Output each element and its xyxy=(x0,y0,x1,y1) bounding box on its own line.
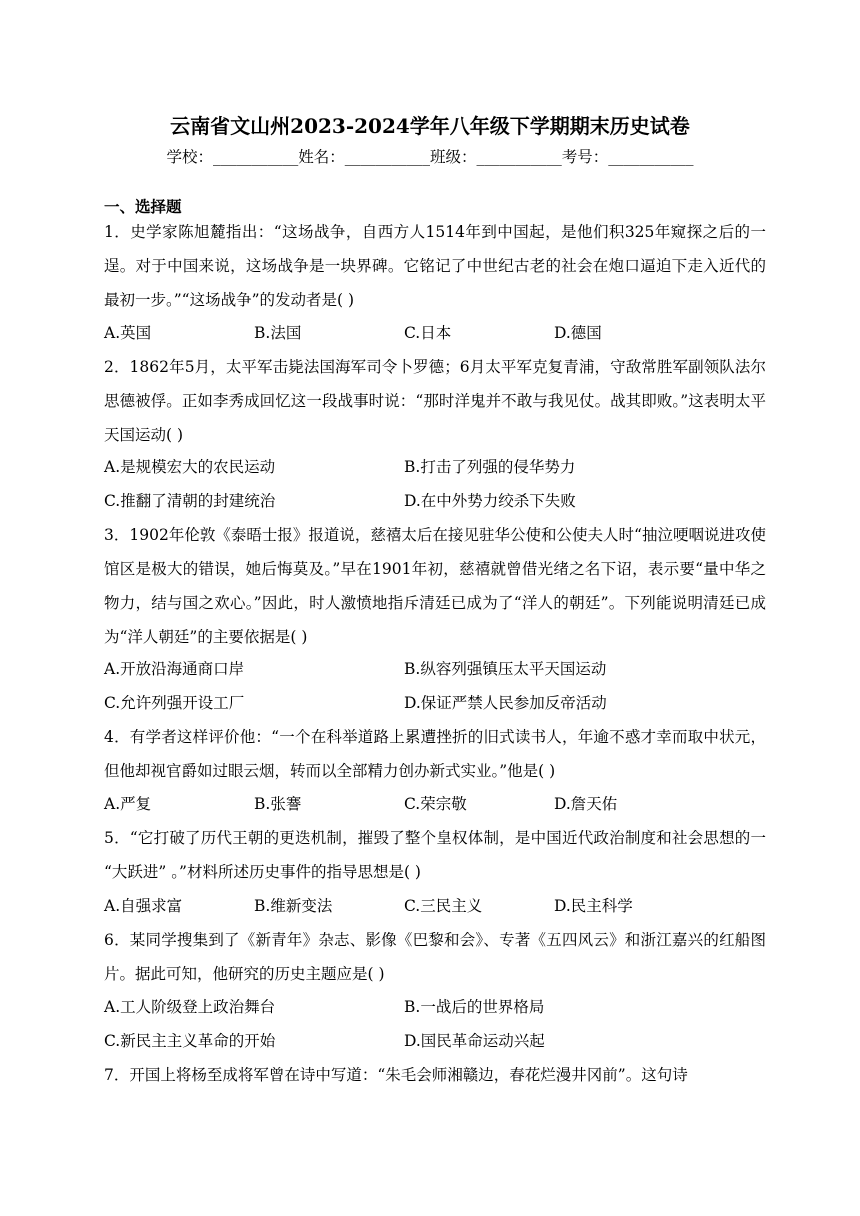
question-5-option-b: B.维新变法 xyxy=(254,897,333,915)
question-1-option-b: B.法国 xyxy=(254,324,302,342)
question-7-stem: 7．开国上将杨至成将军曾在诗中写道：“朱毛会师湘赣边，春花烂漫井冈前”。这句诗 xyxy=(104,1066,688,1084)
question-6-option-c: C.新民主主义革命的开始 xyxy=(104,1032,276,1050)
question-5-stem: 5．“它打破了历代王朝的更迭机制，摧毁了整个皇权体制，是中国近代政治制度和社会思想的一 “大跃进” 。”材料所述历史事件的指导思想是( ) xyxy=(104,829,766,881)
question-2-stem: 2．1862年5月，太平军击毙法国海军司令卜罗德；6月太平军克复青浦，守敌常胜军副领队法尔思德被俘。正如李秀成回忆这一段战事时说：“那时洋鬼并不敢与我见仗。战其即败。”这表明太平天国运动( ) xyxy=(104,358,766,444)
question-5-option-c: C.三民主义 xyxy=(404,897,483,915)
question-3-option-a: A.开放沿海通商口岸 xyxy=(104,660,245,678)
question-3-options-row-2 xyxy=(104,691,766,715)
question-4-option-b: B.张謇 xyxy=(254,795,302,813)
student-info-line: 学校：___________姓名：___________班级：___________考号：___________ xyxy=(166,148,694,166)
question-6-option-a: A.工人阶级登上政治舞台 xyxy=(104,998,276,1016)
question-5-options xyxy=(104,894,766,918)
question-6-options-row-2 xyxy=(104,1029,766,1053)
question-4-option-c: C.荣宗敬 xyxy=(404,795,467,813)
question-3-stem: 3．1902年伦敦《泰晤士报》报道说，慈禧太后在接见驻华公使和公使夫人时“抽泣哽咽说进攻使馆区是极大的错误，她后悔莫及。”早在1901年初，慈禧就曾借光绪之名下诏，表示要“量中华之物力，结与国之欢心。”因此，时人激愤地指斥清廷已成为了“洋人的朝廷”。下列能说明清廷已成为“洋人朝廷”的主要依据是( ) xyxy=(104,526,766,646)
question-2-option-a: A.是规模宏大的农民运动 xyxy=(104,458,276,476)
question-2-option-c: C.推翻了清朝的封建统治 xyxy=(104,492,276,510)
question-2-option-b: B.打击了列强的侵华势力 xyxy=(404,458,576,476)
question-6-option-d: D.国民革命运动兴起 xyxy=(404,1032,545,1050)
question-2-options-row-2 xyxy=(104,489,766,513)
question-3-option-b: B.纵容列强镇压太平天国运动 xyxy=(404,660,607,678)
question-1-option-d: D.德国 xyxy=(554,324,602,342)
question-6-stem: 6．某同学搜集到了《新青年》杂志、影像《巴黎和会》、专著《五四风云》和浙江嘉兴的红船图片。据此可知，他研究的历史主题应是( ) xyxy=(104,931,766,983)
question-4-options xyxy=(104,792,766,816)
question-5-option-d: D.民主科学 xyxy=(554,897,633,915)
question-6-option-b: B.一战后的世界格局 xyxy=(404,998,545,1016)
section-heading: 一、选择题 xyxy=(104,197,182,216)
question-3-option-d: D.保证严禁人民参加反帝活动 xyxy=(404,694,607,712)
question-2-options-row-1 xyxy=(104,455,766,479)
question-4-option-d: D.詹天佑 xyxy=(554,795,618,813)
question-4-option-a: A.严复 xyxy=(104,795,152,813)
question-1-stem: 1．史学家陈旭麓指出：“这场战争，自西方人1514年到中国起，是他们积325年窥探之后的一逞。对于中国来说，这场战争是一块界碑。它铭记了中世纪古老的社会在炮口逼迫下走入近代的最初一步。”“这场战争”的发动者是( ) xyxy=(104,223,766,309)
question-1-options xyxy=(104,321,766,345)
question-4-stem: 4．有学者这样评价他：“一个在科举道路上累遭挫折的旧式读书人，年逾不惑才幸而取中状元，但他却视官爵如过眼云烟，转而以全部精力创办新式实业。”他是( ) xyxy=(104,728,766,780)
exam-title: 云南省文山州2023-2024学年八年级下学期期末历史试卷 xyxy=(170,114,690,138)
question-1-option-a: A.英国 xyxy=(104,324,152,342)
question-6-options-row-1 xyxy=(104,995,766,1019)
question-1-option-c: C.日本 xyxy=(404,324,452,342)
question-3-option-c: C.允许列强开设工厂 xyxy=(104,694,245,712)
question-2-option-d: D.在中外势力绞杀下失败 xyxy=(404,492,576,510)
question-5-option-a: A.自强求富 xyxy=(104,897,183,915)
question-3-options-row-1 xyxy=(104,657,766,681)
